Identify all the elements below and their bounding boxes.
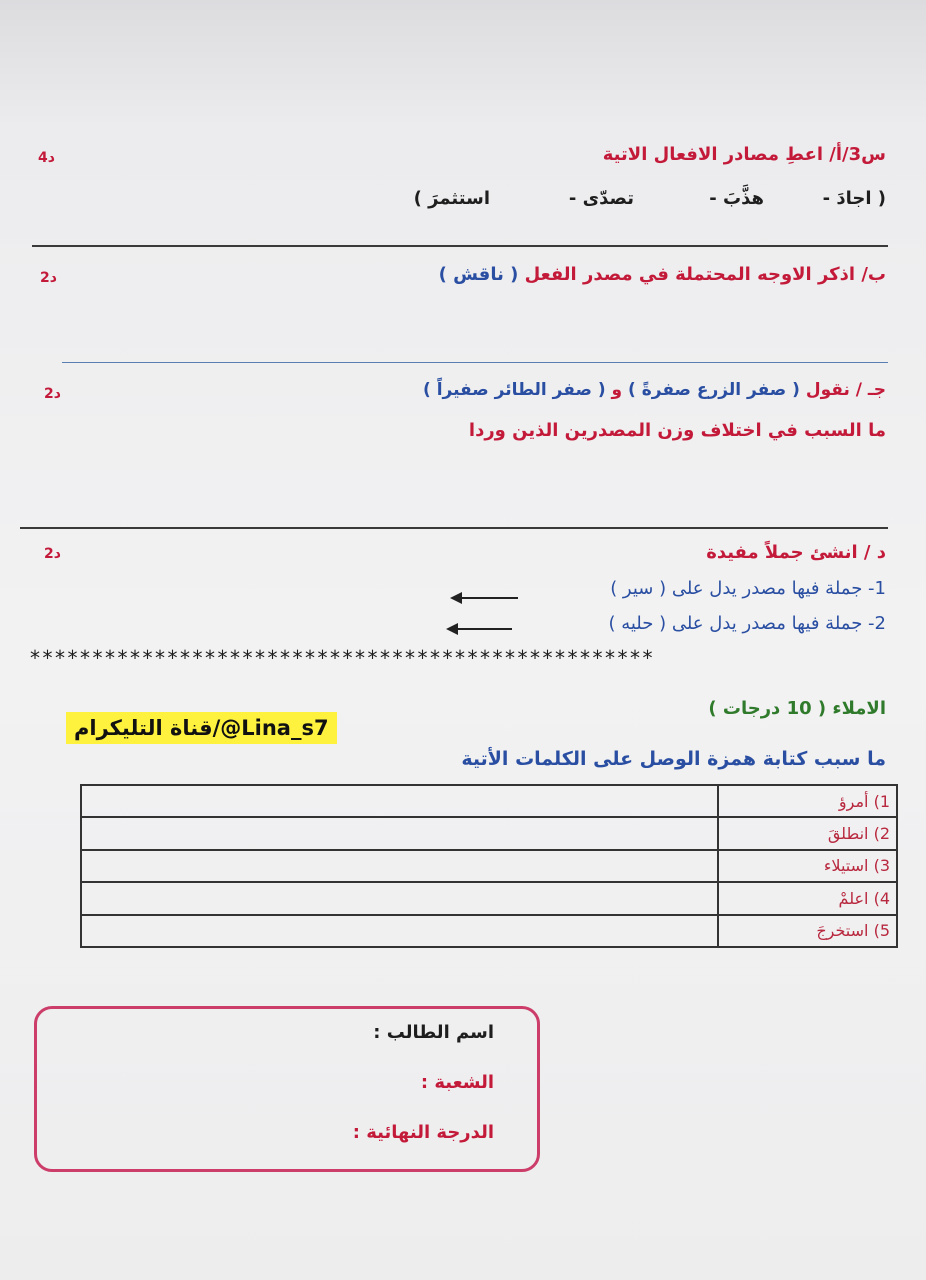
imlaa-title: الاملاء <box>832 698 886 719</box>
words-table <box>80 784 898 948</box>
divider <box>62 362 888 363</box>
word-cell: 1) أمرؤ <box>718 785 897 817</box>
verb-1: ( اجادَ - <box>822 188 886 209</box>
answer-cell <box>81 882 718 914</box>
final-grade-label: الدرجة النهائية : <box>352 1122 494 1143</box>
b-verb: ( ناقش ) <box>438 264 519 285</box>
b-mark: 2د <box>40 270 57 286</box>
c-conj: و <box>611 380 623 400</box>
student-name-label: اسم الطالب : <box>373 1022 494 1043</box>
divider <box>20 527 888 529</box>
d-item-1: 1- جملة فيها مصدر يدل على ( سير ) <box>610 578 886 599</box>
c-prefix: جـ / نقول <box>805 380 886 400</box>
q3-title: س3/أ/ اعطِ مصادر الافعال الاتية <box>602 144 886 165</box>
verb-2: هذَّبَ - <box>709 188 764 209</box>
imlaa-question: ما سبب كتابة همزة الوصل على الكلمات الأتية <box>461 748 886 770</box>
telegram-watermark <box>66 712 337 744</box>
imlaa-score: ( 10 درجات ) <box>708 698 827 719</box>
answer-cell <box>81 915 718 947</box>
answer-cell <box>81 850 718 882</box>
d-item-2: 2- جملة فيها مصدر يدل على ( حليه ) <box>608 613 886 634</box>
star-separator: ************************************************** <box>30 646 655 670</box>
d-title: د / انشئ جملاً مفيدة <box>706 542 886 563</box>
d-mark: 2د <box>44 546 61 562</box>
word-cell: 2) انطلقَ <box>718 817 897 849</box>
c-question: ما السبب في اختلاف وزن المصدرين الذين وردا <box>468 420 886 441</box>
answer-cell <box>81 817 718 849</box>
q3-mark: 4د <box>38 150 55 166</box>
b-question: ب/ اذكر الاوجه المحتملة في مصدر الفعل <box>524 264 886 285</box>
word-cell: 4) اعلمْ <box>718 882 897 914</box>
arrow-left-icon <box>452 597 518 599</box>
arrow-left-icon <box>448 628 512 630</box>
c-line <box>423 380 886 400</box>
c-phrase-2: ( صفر الطائر صفيراً ) <box>423 380 606 400</box>
b-question-line <box>439 264 886 285</box>
watermark-text: قناة التليكرام/ <box>74 716 221 740</box>
table-row <box>81 785 897 817</box>
verb-4: استثمرَ ) <box>413 188 490 209</box>
verb-3: تصدّى - <box>568 188 634 209</box>
answer-cell <box>81 785 718 817</box>
imlaa-title-line <box>708 698 886 719</box>
section-label: الشعبة : <box>420 1072 494 1093</box>
watermark-handle: @Lina_s7 <box>220 716 329 740</box>
table-row <box>81 915 897 947</box>
table-row <box>81 882 897 914</box>
word-cell: 3) استيلاء <box>718 850 897 882</box>
divider <box>32 245 888 247</box>
c-phrase-1: ( صفر الزرع صفرةً ) <box>628 380 800 400</box>
table-row <box>81 850 897 882</box>
c-mark: 2د <box>44 386 61 402</box>
word-cell: 5) استخرجَ <box>718 915 897 947</box>
table-row <box>81 817 897 849</box>
